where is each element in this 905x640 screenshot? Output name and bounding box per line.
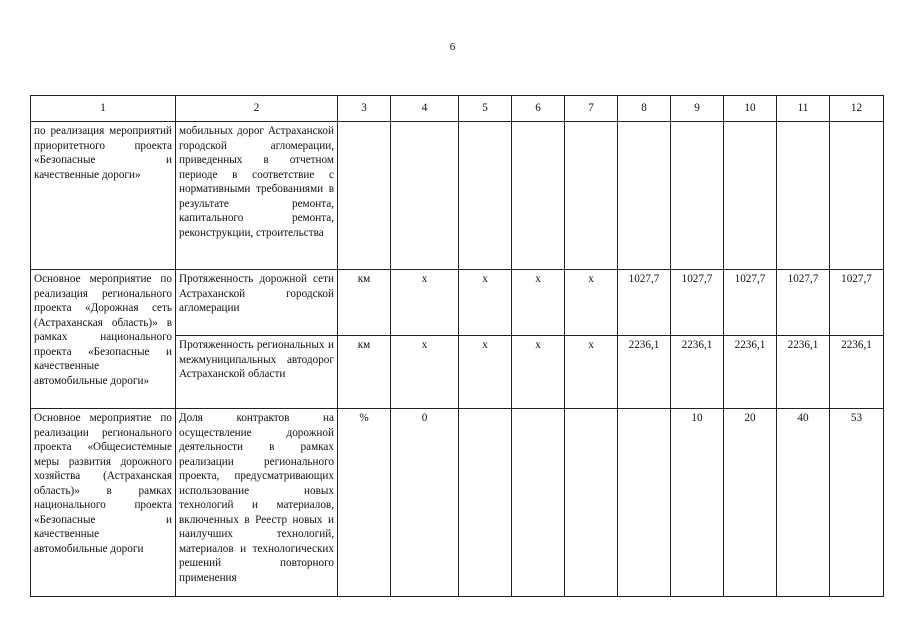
page-number: 6 (449, 41, 456, 53)
value-cell (724, 122, 777, 270)
value-cell (565, 122, 618, 270)
table-row (31, 122, 884, 270)
unit-cell (338, 122, 391, 270)
value-cell: х (459, 336, 512, 409)
header-cell: 7 (565, 96, 618, 122)
header-cell: 1 (31, 96, 176, 122)
value-cell: х (512, 336, 565, 409)
value-cell: 1027,7 (830, 270, 884, 336)
value-cell (618, 122, 671, 270)
value-cell: 2236,1 (618, 336, 671, 409)
indicator-cell: Протяженность дорожной сети Астраханской городской агломерации (176, 270, 338, 336)
header-cell: 11 (777, 96, 830, 122)
unit-cell: % (338, 409, 391, 597)
unit-cell: км (338, 270, 391, 336)
value-cell: 2236,1 (777, 336, 830, 409)
header-cell: 6 (512, 96, 565, 122)
header-cell: 8 (618, 96, 671, 122)
value-cell (459, 409, 512, 597)
value-cell: 20 (724, 409, 777, 597)
value-cell (671, 122, 724, 270)
value-cell: х (512, 270, 565, 336)
value-cell: 2236,1 (724, 336, 777, 409)
value-cell: 1027,7 (618, 270, 671, 336)
unit-cell: км (338, 336, 391, 409)
value-cell (512, 409, 565, 597)
value-cell: 2236,1 (671, 336, 724, 409)
value-cell (618, 409, 671, 597)
value-cell: 40 (777, 409, 830, 597)
value-cell: х (459, 270, 512, 336)
indicator-cell: Доля контрактов на осуществление дорожной деятельности в рамках реализации регионального проекта, предусматривающих использование новых технологий и материалов, включенных в Реестр новых и наилучших технологий, материалов и технологических решений повторного применения (176, 409, 338, 597)
value-cell: 0 (391, 409, 459, 597)
header-cell: 3 (338, 96, 391, 122)
header-cell: 9 (671, 96, 724, 122)
value-cell: 10 (671, 409, 724, 597)
value-cell: 1027,7 (671, 270, 724, 336)
value-cell: 1027,7 (724, 270, 777, 336)
header-cell: 12 (830, 96, 884, 122)
header-cell: 4 (391, 96, 459, 122)
event-cell: по реализация мероприятий приоритетного проекта «Безопасные и качественные дороги» (31, 122, 176, 270)
value-cell: х (391, 336, 459, 409)
event-cell: Основное мероприятие по реализации регионального проекта «Общесистемные меры развития дорожного хозяйства (Астраханская область)» в рамках национального проекта «Безопасные и качественные автомобильные дороги (31, 409, 176, 597)
indicator-cell: мобильных дорог Астраханской городской агломерации, приведенных в отчетном периоде в соответствие с нормативными требованиями в результате ремонта, капитального ремонта, реконструкции, строительства (176, 122, 338, 270)
value-cell (512, 122, 565, 270)
value-cell (459, 122, 512, 270)
header-cell: 5 (459, 96, 512, 122)
value-cell: 1027,7 (777, 270, 830, 336)
indicators-table (30, 95, 884, 597)
value-cell (777, 122, 830, 270)
header-cell: 10 (724, 96, 777, 122)
value-cell: х (391, 270, 459, 336)
indicator-cell: Протяженность региональных и межмуниципальных автодорог Астраханской области (176, 336, 338, 409)
table-header-row (31, 96, 884, 122)
value-cell: х (565, 270, 618, 336)
table-row (31, 409, 884, 597)
value-cell: х (565, 336, 618, 409)
header-cell: 2 (176, 96, 338, 122)
value-cell (830, 122, 884, 270)
value-cell (391, 122, 459, 270)
table-row (31, 270, 884, 336)
value-cell: 2236,1 (830, 336, 884, 409)
value-cell: 53 (830, 409, 884, 597)
value-cell (565, 409, 618, 597)
event-cell: Основное мероприятие по реализация регионального проекта «Дорожная сеть (Астраханская область)» в рамках национального проекта «Безопасные и качественные автомобильные дороги» (31, 270, 176, 409)
